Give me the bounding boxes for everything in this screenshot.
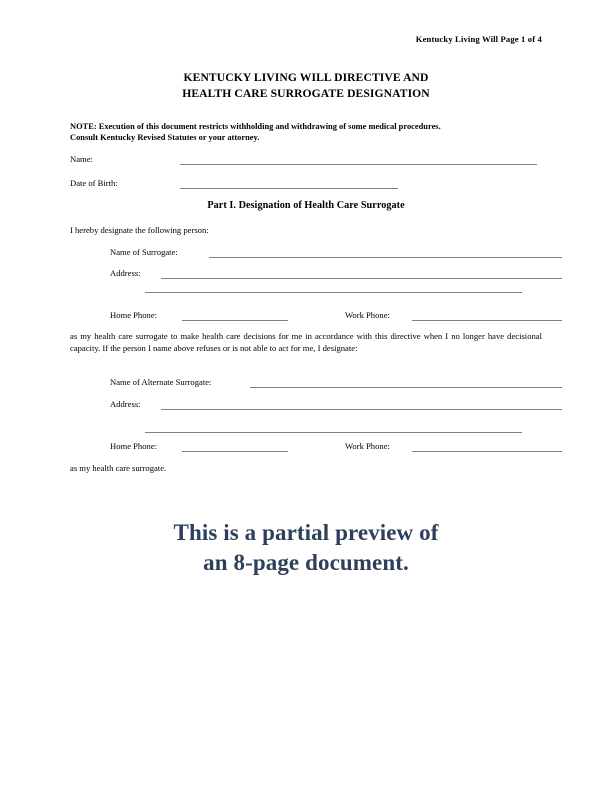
surrogate-authority-paragraph: as my health care surrogate to make health care decisions for me in accordance with this directive when I no longer have decisional capacity. If the person I name above refuses or is not able to act for me, I designate: bbox=[70, 331, 542, 353]
alternate-surrogate-address-continuation-rule[interactable] bbox=[145, 432, 522, 433]
alternate-surrogate-address-row bbox=[110, 399, 143, 412]
name-field-input-rule[interactable] bbox=[180, 164, 537, 165]
alternate-surrogate-name-label: Name of Alternate Surrogate: bbox=[110, 377, 212, 387]
partial-preview-notice-line-2: an 8-page document. bbox=[203, 550, 409, 575]
document-title-line-2: HEALTH CARE SURROGATE DESIGNATION bbox=[182, 86, 430, 100]
alternate-surrogate-closing-text: as my health care surrogate. bbox=[70, 463, 167, 473]
date-of-birth-field-label: Date of Birth: bbox=[70, 178, 118, 188]
document-title bbox=[0, 70, 612, 101]
surrogate-name-input-rule[interactable] bbox=[209, 257, 562, 258]
surrogate-address-continuation-rule[interactable] bbox=[145, 292, 522, 293]
document-title-line-1: KENTUCKY LIVING WILL DIRECTIVE AND bbox=[183, 71, 429, 84]
surrogate-home-phone-label: Home Phone: bbox=[110, 310, 158, 320]
alternate-surrogate-home-phone-label: Home Phone: bbox=[110, 441, 158, 451]
execution-note-line-2: Consult Kentucky Revised Statutes or your attorney. bbox=[70, 133, 260, 143]
alternate-surrogate-address-input-rule[interactable] bbox=[161, 409, 562, 410]
part-one-heading: Part I. Designation of Health Care Surrogate bbox=[207, 200, 405, 211]
partial-preview-notice bbox=[0, 518, 612, 578]
running-header: Kentucky Living Will Page 1 of 4 bbox=[415, 34, 542, 44]
alternate-surrogate-name-input-rule[interactable] bbox=[250, 387, 562, 388]
date-of-birth-field-input-rule[interactable] bbox=[180, 188, 398, 189]
alternate-surrogate-work-phone-input-rule[interactable] bbox=[412, 451, 562, 452]
surrogate-address-input-rule[interactable] bbox=[161, 278, 562, 279]
surrogate-phone-row bbox=[110, 310, 542, 323]
surrogate-home-phone-input-rule[interactable] bbox=[182, 320, 288, 321]
alternate-surrogate-phone-row bbox=[110, 441, 542, 454]
execution-note-line-1: NOTE: Execution of this document restricts withholding and withdrawing of some medical procedures. bbox=[70, 122, 441, 131]
name-field-label: Name: bbox=[70, 154, 93, 164]
surrogate-address-row bbox=[110, 268, 143, 281]
surrogate-work-phone-input-rule[interactable] bbox=[412, 320, 562, 321]
surrogate-name-row bbox=[110, 247, 180, 260]
alternate-surrogate-home-phone-input-rule[interactable] bbox=[182, 451, 288, 452]
name-field-row bbox=[70, 154, 93, 167]
surrogate-work-phone-label: Work Phone: bbox=[345, 310, 390, 320]
alternate-surrogate-name-row bbox=[110, 377, 213, 390]
date-of-birth-field-row bbox=[70, 178, 118, 191]
partial-preview-notice-line-1: This is a partial preview of bbox=[173, 520, 439, 545]
alternate-surrogate-address-label: Address: bbox=[110, 399, 141, 409]
surrogate-name-label: Name of Surrogate: bbox=[110, 247, 178, 257]
surrogate-address-label: Address: bbox=[110, 268, 141, 278]
alternate-surrogate-work-phone-label: Work Phone: bbox=[345, 441, 390, 451]
execution-note bbox=[70, 121, 542, 144]
part-one-lead-in: I hereby designate the following person: bbox=[70, 225, 209, 235]
